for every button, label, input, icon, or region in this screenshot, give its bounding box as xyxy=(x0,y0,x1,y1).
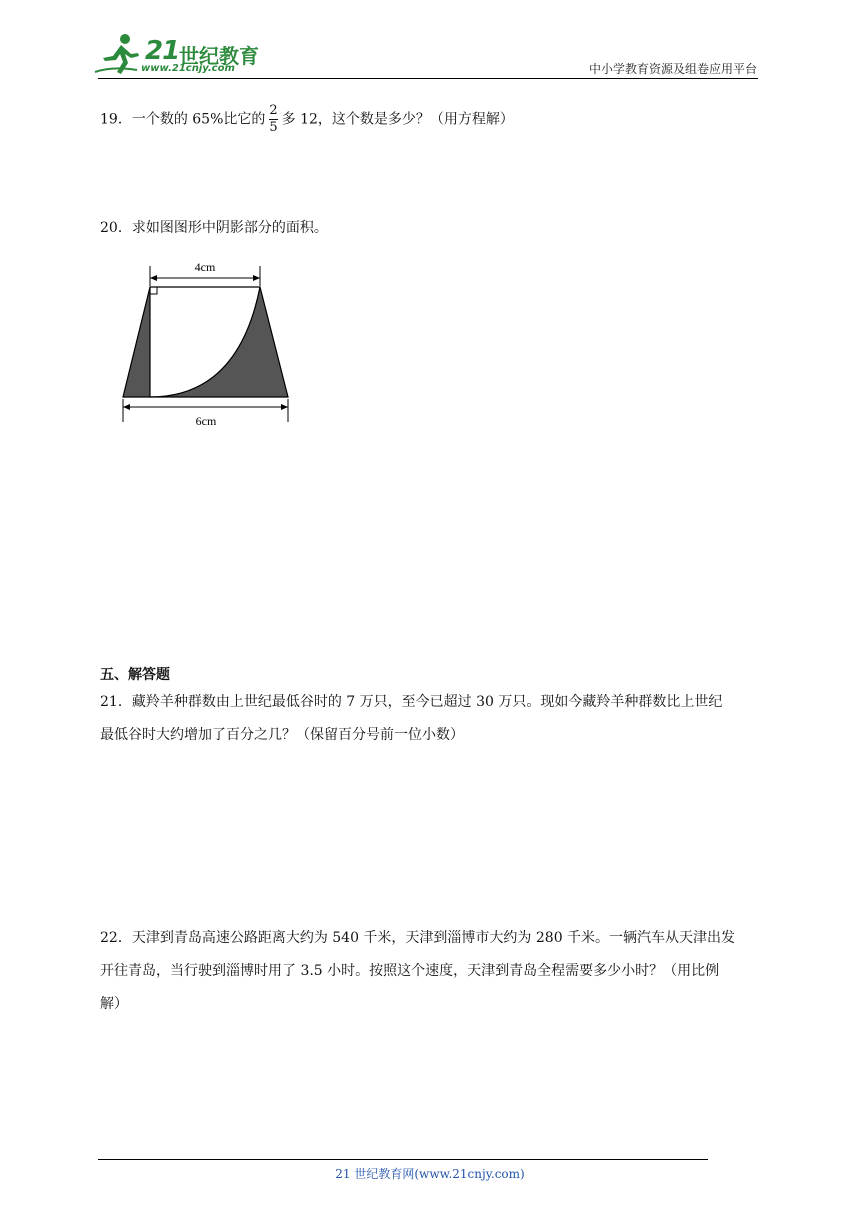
footer-divider xyxy=(98,1159,708,1160)
arrow-right-icon xyxy=(253,275,260,281)
q21-line-1: 21．藏羚羊种群数由上世纪最低谷时的 7 万只，至今已超过 30 万只。现如今藏羚羊种群数比上世纪 xyxy=(100,694,723,710)
question-19 xyxy=(100,103,514,136)
question-20: 20．求如图图形中阴影部分的面积。 xyxy=(100,220,328,236)
arrow-left-icon xyxy=(150,275,157,281)
fraction-denominator: 5 xyxy=(269,120,278,135)
runner-icon xyxy=(93,32,143,78)
q19-prefix: 19．一个数的 65%比它的 xyxy=(100,111,266,128)
q22-line-1: 22．天津到青岛高速公路距离大约为 540 千米，天津到淄博市大约为 280 千米。一辆汽车从天津出发 xyxy=(100,930,736,946)
footer-link[interactable]: 21 世纪教育网(www.21cnjy.com) xyxy=(335,1167,525,1181)
q21-line-2: 最低谷时大约增加了百分之几？（保留百分号前一位小数） xyxy=(100,727,464,743)
q22-line-3: 解） xyxy=(100,996,128,1012)
q19-suffix: 多 12，这个数是多少？（用方程解） xyxy=(281,111,514,128)
right-angle-icon xyxy=(150,287,157,294)
header-tagline: 中小学教育资源及组卷应用平台 xyxy=(588,62,757,76)
shaded-area-figure xyxy=(118,256,298,432)
right-shaded-region xyxy=(150,287,288,397)
header-divider xyxy=(98,78,758,79)
logo-number: 21 xyxy=(145,36,180,66)
logo-text: 世纪教育 xyxy=(179,44,259,68)
arrow-left-icon xyxy=(123,404,130,410)
q22-line-2: 开往青岛，当行驶到淄博时用了 3.5 小时。按照这个速度，天津到青岛全程需要多少小时？（用比例 xyxy=(100,963,720,979)
logo xyxy=(93,32,263,78)
arrow-right-icon xyxy=(281,404,288,410)
fraction-numerator: 2 xyxy=(269,103,278,118)
bottom-label: 6cm xyxy=(195,414,217,428)
top-label: 4cm xyxy=(194,260,216,274)
section-title: 五、解答题 xyxy=(100,667,170,683)
fraction xyxy=(269,103,277,136)
logo-url: www.21cnjy.com xyxy=(141,63,235,74)
